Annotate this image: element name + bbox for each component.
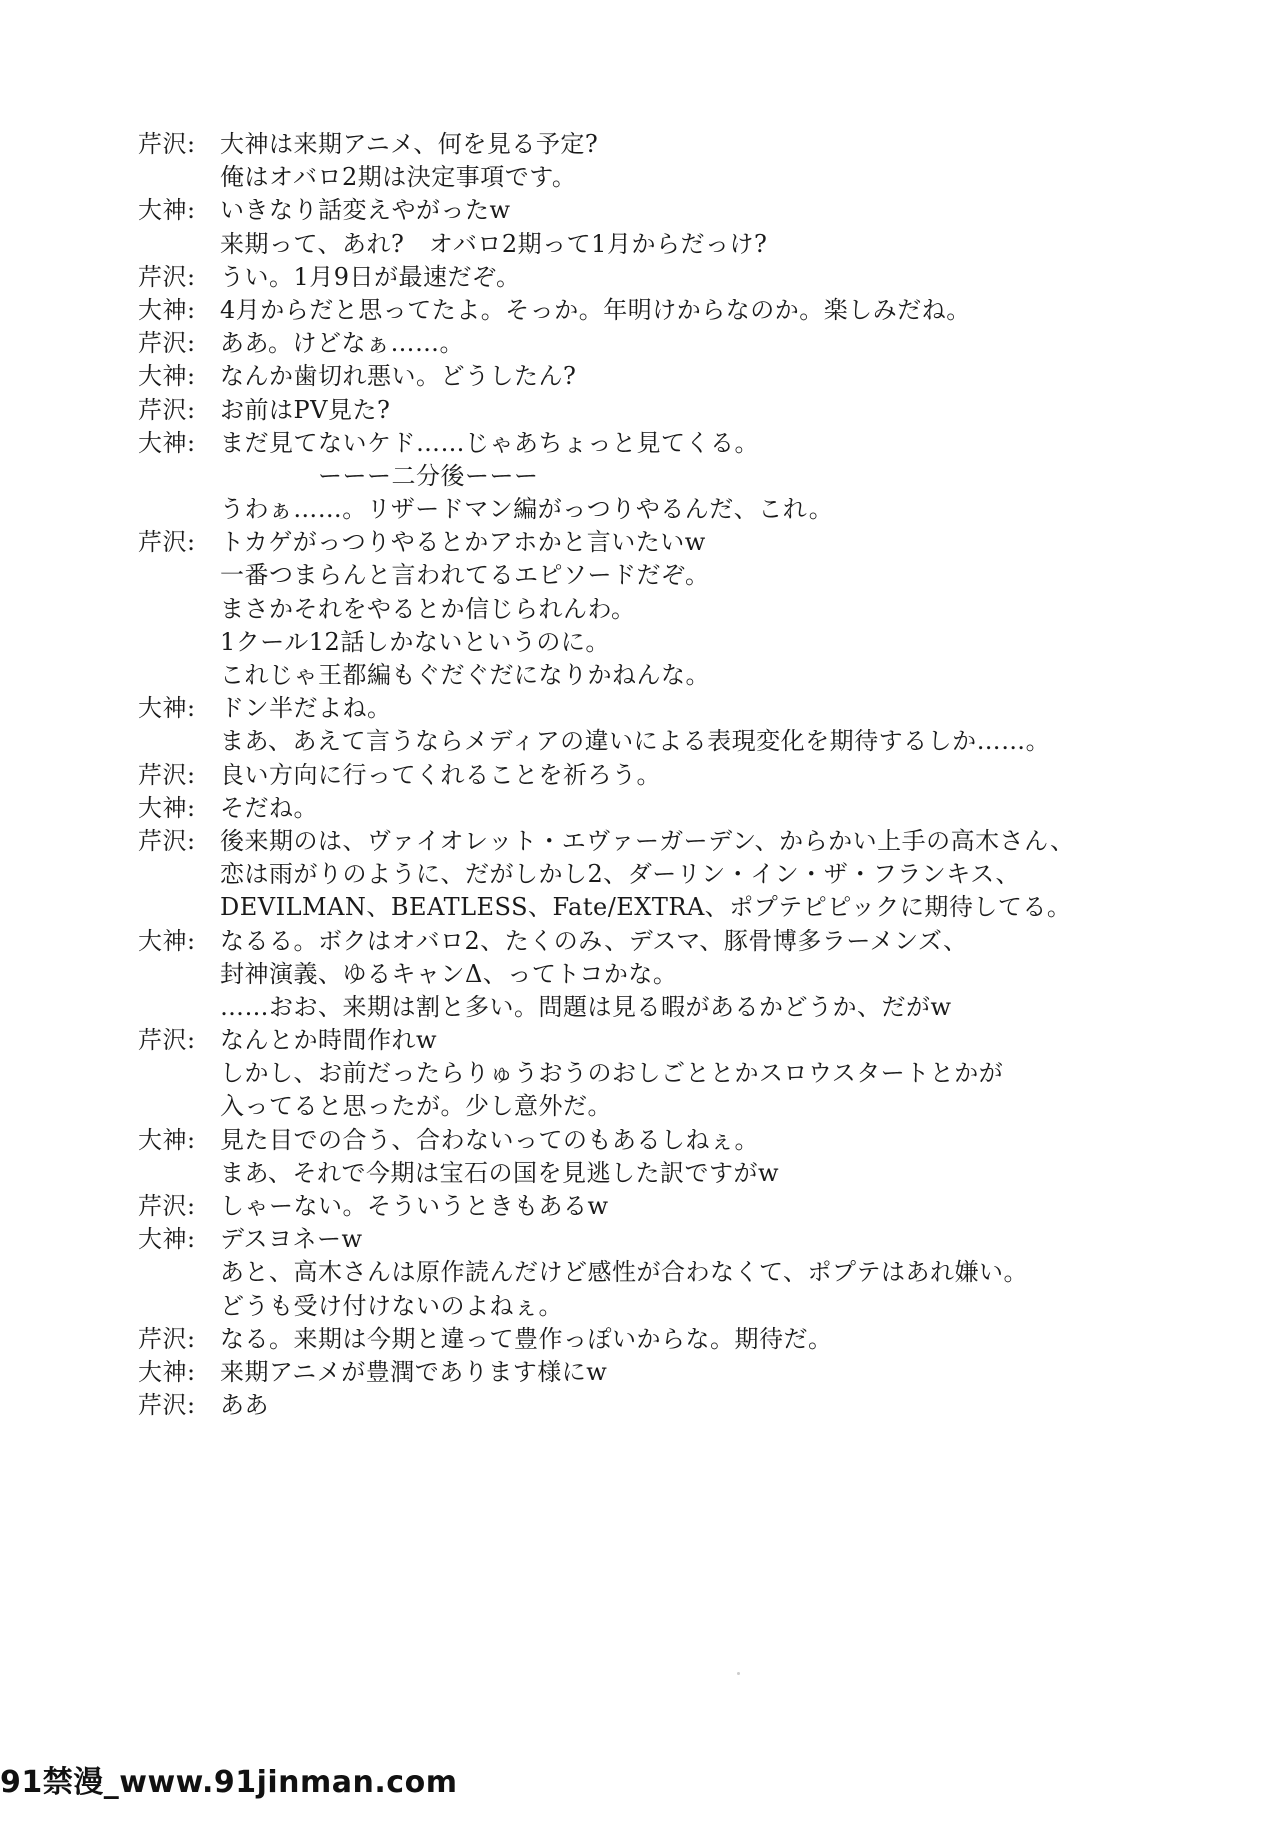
dialogue-line [138,759,1178,792]
line-text: ああ。けどなぁ……。 [220,329,465,358]
dialogue-line [138,891,1178,924]
dialogue-line [138,161,1178,194]
dialogue-line [138,1190,1178,1223]
dialogue-line [138,460,1178,493]
dialogue-line [138,692,1178,725]
line-text: なるる。ボクはオバロ2、たくのみ、デスマ、豚骨博多ラーメンズ、 [220,926,968,955]
dialogue-line [138,526,1178,559]
line-text: 4月からだと思ってたよ。そっか。年明けからなのか。楽しみだね。 [220,295,971,324]
scan-speck [737,1672,740,1675]
dialogue-line [138,1290,1178,1323]
speaker-label [138,725,220,758]
dialogue-line [138,958,1178,991]
dialogue-line [138,1256,1178,1289]
line-text: 良い方向に行ってくれることを祈ろう。 [220,760,661,789]
line-text: まあ、あえて言うならメディアの違いによる表現変化を期待するしか……。 [220,727,1051,756]
line-text: どうも受け付けないのよねぇ。 [220,1291,563,1320]
line-text: 大神は来期アニメ、何を見る予定? [220,130,599,158]
speaker-label: 大神: [138,295,196,324]
speaker-label: 芹沢: [138,826,196,855]
dialogue-line [138,1389,1178,1422]
speaker-label [138,1090,220,1123]
speaker-label [138,659,220,692]
dialogue-line [138,360,1178,393]
dialogue-line [138,1124,1178,1157]
speaker-label: 大神: [138,362,196,391]
speaker-label [138,626,220,659]
dialogue-line [138,559,1178,592]
speaker-label [138,891,220,924]
speaker-label: 大神: [138,793,196,822]
dialogue-line [138,394,1178,427]
speaker-label [138,858,220,891]
speaker-label: 大神: [138,926,196,955]
line-text: お前はPV見た? [220,395,391,424]
line-text: 恋は雨がりのように、だがしかし2、ダーリン・イン・ザ・フランキス、 [220,860,1021,889]
dialogue-line [138,925,1178,958]
line-text: うい。1月9日が最速だぞ。 [220,262,521,291]
speaker-label: 芹沢: [138,262,196,291]
dialogue-line [138,593,1178,626]
dialogue-line [138,1323,1178,1356]
speaker-label [138,161,220,194]
speaker-label [138,1290,220,1323]
speaker-label: 芹沢: [138,329,196,358]
speaker-label [138,559,220,592]
dialogue-line [138,858,1178,891]
speaker-label: 大神: [138,1225,196,1254]
line-text: ーーー二分後ーーー [220,461,539,490]
line-text: 後来期のは、ヴァイオレット・エヴァーガーデン、からかい上手の高木さん、 [220,826,1075,855]
dialogue-line [138,493,1178,526]
dialogue-line [138,1223,1178,1256]
line-text: しかし、お前だったらりゅうおうのおしごととかスロウスタートとかが [220,1059,1004,1088]
dialogue-line [138,1057,1178,1090]
speaker-label [138,991,220,1024]
line-text: 来期って、あれ? オバロ2期って1月からだっけ? [220,229,768,258]
dialogue-line [138,725,1178,758]
dialogue-line [138,228,1178,261]
speaker-label: 芹沢: [138,1192,196,1220]
speaker-label: 大神: [138,1125,196,1154]
dialogue-line [138,427,1178,460]
site-watermark: 91禁漫_www.91jinman.com [0,1765,458,1800]
speaker-label [138,493,220,526]
line-text: まだ見てないケド……じゃあちょっと見てくる。 [220,428,759,457]
line-text: 入ってると思ったが。少し意外だ。 [220,1092,612,1121]
line-text: 俺はオバロ2期は決定事項です。 [220,163,577,192]
speaker-label: 芹沢: [138,760,196,789]
dialogue-line [138,261,1178,294]
speaker-label [138,460,220,493]
speaker-label: 大神: [138,694,196,723]
speaker-label: 芹沢: [138,1026,196,1055]
line-text: なる。来期は今期と違って豊作っぽいからな。期待だ。 [220,1324,833,1353]
speaker-label [138,1057,220,1090]
line-text: いきなり話変えやがったw [220,196,511,225]
speaker-label [138,958,220,991]
speaker-label: 大神: [138,428,196,457]
dialogue-line [138,1090,1178,1123]
line-text: そだね。 [220,793,318,822]
line-text: 一番つまらんと言われてるエピソードだぞ。 [220,561,710,590]
line-text: まあ、それで今期は宝石の国を見逃した訳ですがw [220,1158,780,1187]
dialogue-line [138,294,1178,327]
dialogue-line [138,1356,1178,1389]
line-text: ……おお、来期は割と多い。問題は見る暇があるかどうか、だがw [220,992,952,1021]
dialogue-line [138,659,1178,692]
line-text: 封神演義、ゆるキャンΔ、ってトコかな。 [220,959,678,988]
speaker-label: 芹沢: [138,395,196,424]
line-text: あと、高木さんは原作読んだけど感性が合わなくて、ポプテはあれ嫌い。 [220,1258,1029,1287]
line-text: 1クール12話しかないというのに。 [220,627,610,656]
speaker-label: 芹沢: [138,1324,196,1353]
dialogue-line [138,327,1178,360]
speaker-label: 大神: [138,1357,196,1386]
speaker-label [138,228,220,261]
dialogue-line [138,1157,1178,1190]
speaker-label: 大神: [138,196,196,225]
line-text: まさかそれをやるとか信じられんわ。 [220,594,636,623]
dialogue-line [138,1024,1178,1057]
speaker-label: 芹沢: [138,528,196,557]
line-text: トカゲがっつりやるとかアホかと言いたいw [220,528,706,557]
dialogue-line [138,792,1178,825]
line-text: うわぁ……。リザードマン編がっつりやるんだ、これ。 [220,495,834,524]
line-text: しゃーない。そういうときもあるw [220,1192,609,1220]
speaker-label [138,1256,220,1289]
line-text: デスヨネーw [220,1225,363,1254]
line-text: ああ [220,1391,269,1420]
line-text: なんか歯切れ悪い。どうしたん? [220,362,577,391]
line-text: 来期アニメが豊潤であります様にw [220,1357,608,1386]
dialogue-line [138,626,1178,659]
line-text: これじゃ王都編もぐだぐだになりかねんな。 [220,661,710,689]
line-text: 見た目での合う、合わないってのもあるしねぇ。 [220,1125,759,1154]
line-text: なんとか時間作れw [220,1026,438,1055]
line-text: DEVILMAN、BEATLESS、Fate/EXTRA、ポプテピピックに期待してる。 [220,893,1072,922]
speaker-label [138,593,220,626]
speaker-label: 芹沢: [138,1391,196,1420]
line-text: ドン半だよね。 [220,694,392,723]
dialogue-line [138,128,1178,161]
speaker-label [138,1157,220,1190]
dialogue-line [138,991,1178,1024]
dialogue-line [138,194,1178,227]
dialogue-block [138,128,1178,1422]
dialogue-line [138,825,1178,858]
speaker-label: 芹沢: [138,130,196,158]
